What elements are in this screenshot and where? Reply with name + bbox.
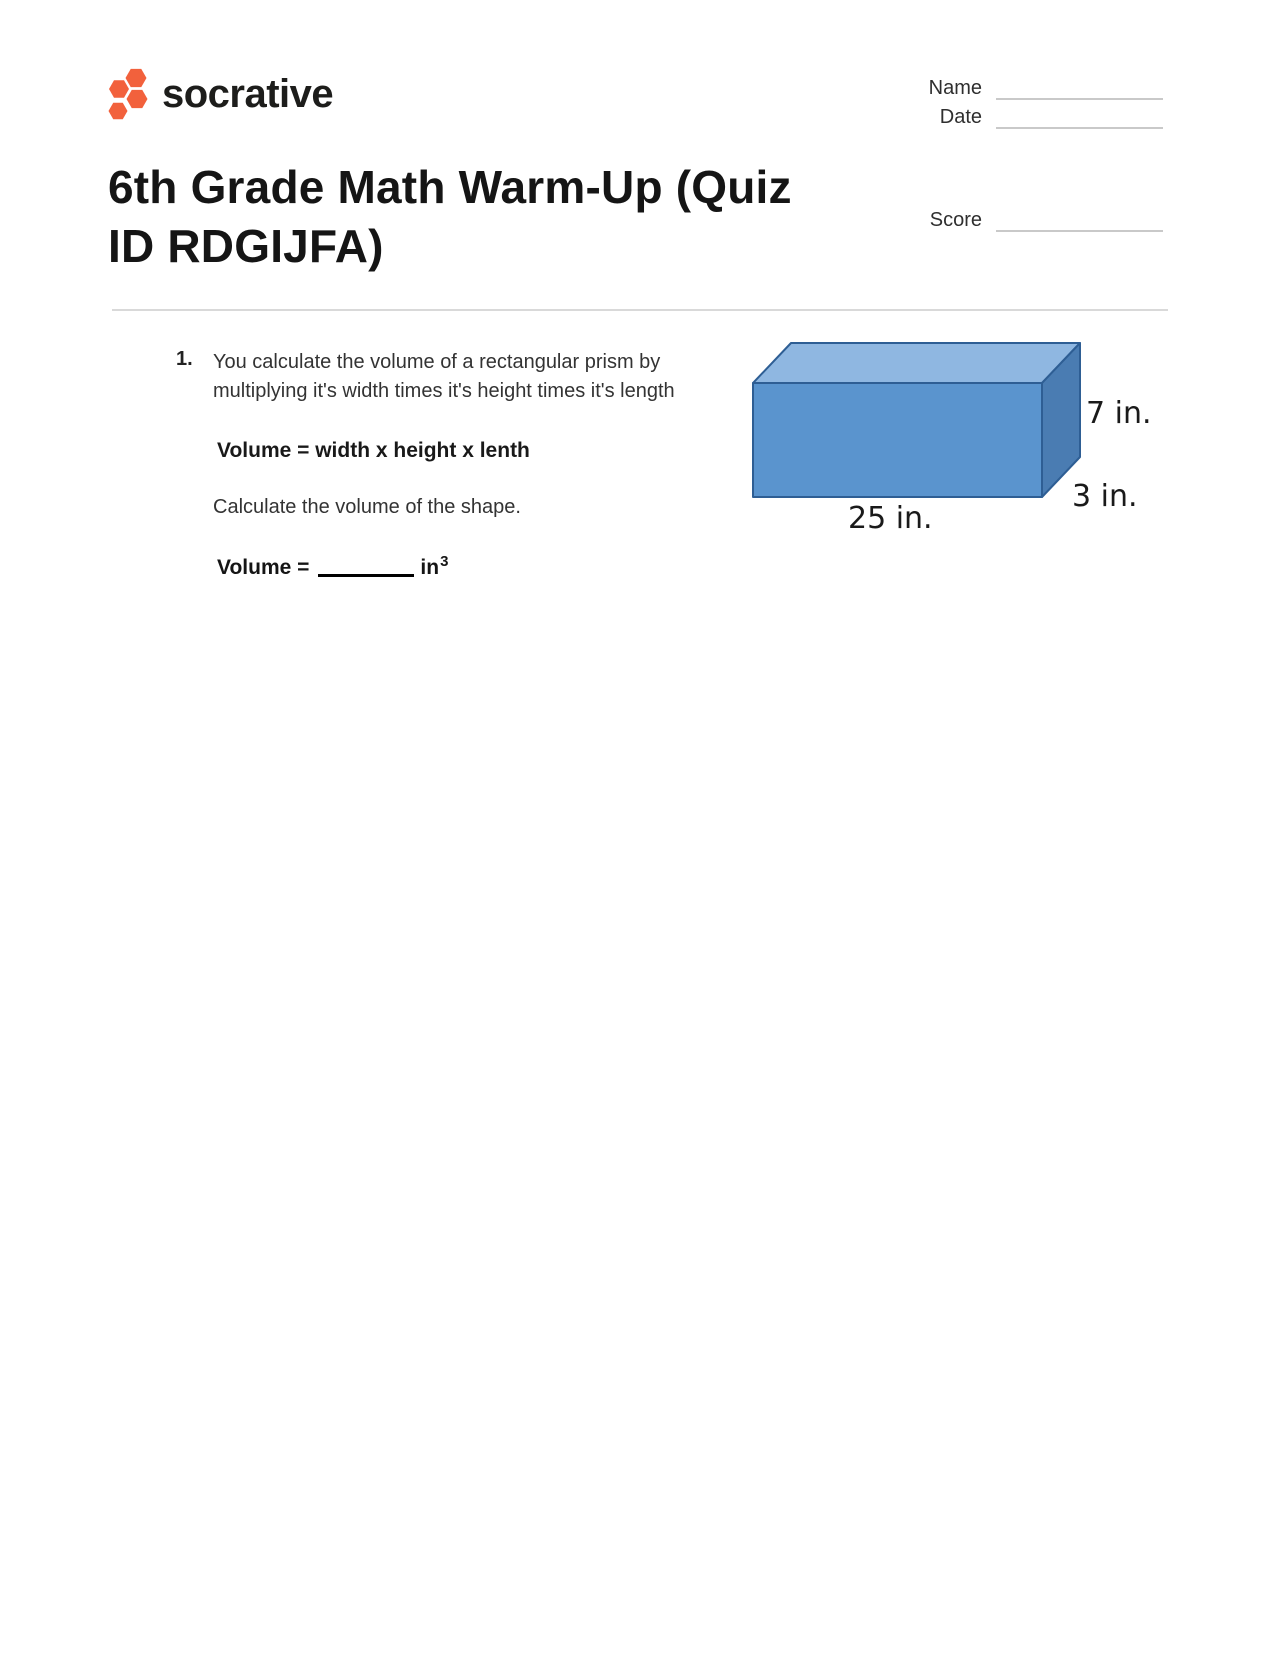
prism-top-face — [753, 343, 1080, 383]
hexagon-shape — [109, 80, 129, 97]
hexagon-cluster-icon — [98, 64, 154, 124]
name-blank-line — [996, 76, 1163, 100]
date-label: Date — [939, 106, 982, 128]
formula-text: Volume = width x height x lenth — [217, 439, 530, 462]
score-blank-line — [996, 208, 1163, 232]
socrative-logo — [98, 64, 333, 124]
prism-figure — [700, 320, 1170, 540]
question-text-line1: You calculate the volume of a rectangular prism by — [213, 351, 661, 373]
hexagon-shape — [126, 69, 147, 87]
prism-front-face — [753, 383, 1042, 497]
date-field-row — [860, 105, 1163, 129]
brand-text: socrative — [162, 72, 334, 116]
header-divider — [112, 309, 1168, 311]
score-field-row — [860, 208, 1163, 232]
question-text-line2: multiplying it's width times it's height times it's length — [213, 380, 675, 402]
answer-blank-line — [318, 564, 414, 577]
question-text — [213, 348, 675, 406]
height-dimension-label: 7 in. — [1086, 396, 1152, 431]
answer-prefix: Volume = — [217, 556, 310, 579]
answer-exponent: 3 — [440, 553, 449, 570]
score-label: Score — [929, 209, 982, 231]
question-number: 1. — [176, 348, 193, 370]
name-label: Name — [928, 77, 982, 99]
quiz-title-line2: ID RDGIJFA) — [108, 220, 384, 272]
answer-unit: in — [420, 556, 440, 579]
name-field-row — [860, 76, 1163, 100]
length-dimension-label: 25 in. — [848, 501, 933, 536]
quiz-title — [108, 158, 792, 276]
hexagon-shape — [109, 103, 128, 119]
volume-answer-row — [217, 553, 449, 580]
quiz-title-line1: 6th Grade Math Warm-Up (Quiz — [108, 161, 792, 213]
date-blank-line — [996, 105, 1163, 129]
instruction-text: Calculate the volume of the shape. — [213, 496, 521, 518]
hexagon-shape — [127, 90, 148, 108]
depth-dimension-label: 3 in. — [1072, 479, 1138, 514]
